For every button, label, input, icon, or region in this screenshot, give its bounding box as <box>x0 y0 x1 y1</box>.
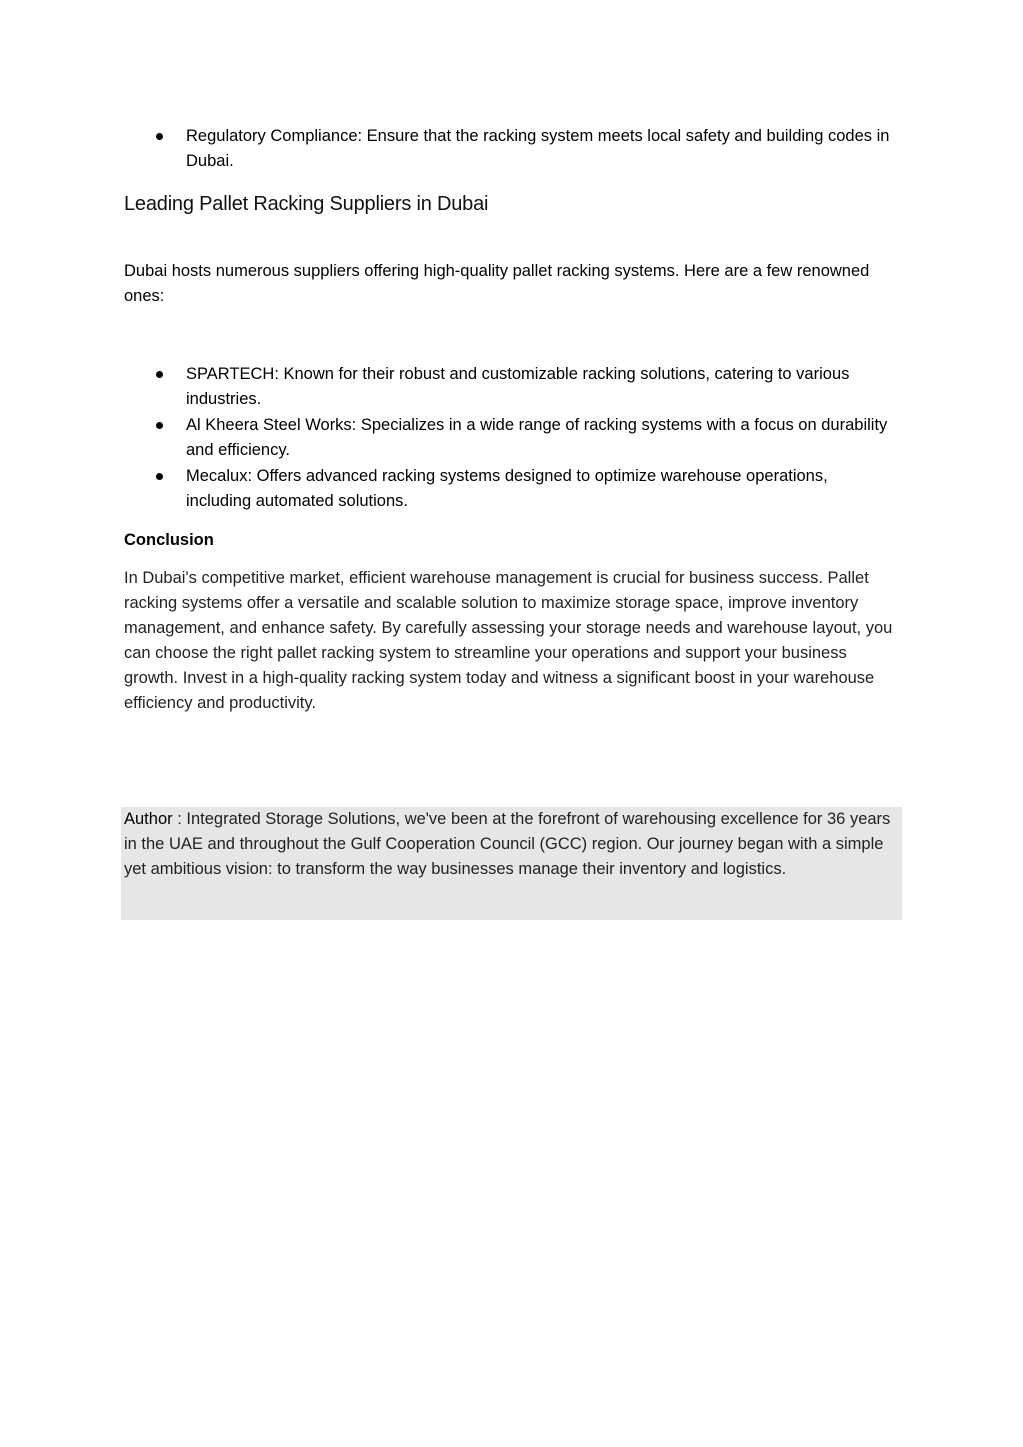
bullet-icon <box>156 133 163 140</box>
list-item <box>124 124 894 174</box>
supplier-text: Mecalux: Offers advanced racking systems designed to optimize warehouse operations, including automated solutions. <box>186 467 828 510</box>
author-box <box>121 807 902 920</box>
section-heading: Leading Pallet Racking Suppliers in Dubai <box>124 193 489 215</box>
supplier-text: Al Kheera Steel Works: Specializes in a wide range of racking systems with a focus on durability and efficiency. <box>186 416 888 459</box>
list-item <box>124 413 894 463</box>
list-item <box>124 464 894 514</box>
bullet-text: Regulatory Compliance: Ensure that the racking system meets local safety and building codes in Dubai. <box>186 127 890 170</box>
section-intro: Dubai hosts numerous suppliers offering high-quality pallet racking systems. Here are a few renowned ones: <box>124 262 870 305</box>
author-paragraph <box>124 807 900 882</box>
suppliers-list <box>124 362 894 515</box>
bullet-icon <box>156 422 163 429</box>
bullet-icon <box>156 371 163 378</box>
conclusion-heading: Conclusion <box>124 531 214 549</box>
conclusion-text: In Dubai's competitive market, efficient warehouse management is crucial for business success. Pallet racking systems offer a versatile and scalable solution to maximize storage space, improve inventory management, and enhance safety. By carefully assessing your storage needs and warehouse layout, you can choose the right pallet racking system to streamline your operations and support your business growth. Invest in a high-quality racking system today and witness a significant boost in your warehouse efficiency and productivity. <box>124 569 893 712</box>
list-item <box>124 362 894 412</box>
top-bullet-list <box>124 124 894 175</box>
author-bio: : Integrated Storage Solutions, we've been at the forefront of warehousing excellence for 36 years in the UAE and throughout the Gulf Cooperation Council (GCC) region. Our journey began with a simple yet ambitious vision: to transform the way businesses manage their inventory and logistics. <box>124 810 891 878</box>
author-label: Author <box>124 810 173 828</box>
supplier-text: SPARTECH: Known for their robust and customizable racking solutions, catering to various industries. <box>186 365 850 408</box>
bullet-icon <box>156 473 163 480</box>
